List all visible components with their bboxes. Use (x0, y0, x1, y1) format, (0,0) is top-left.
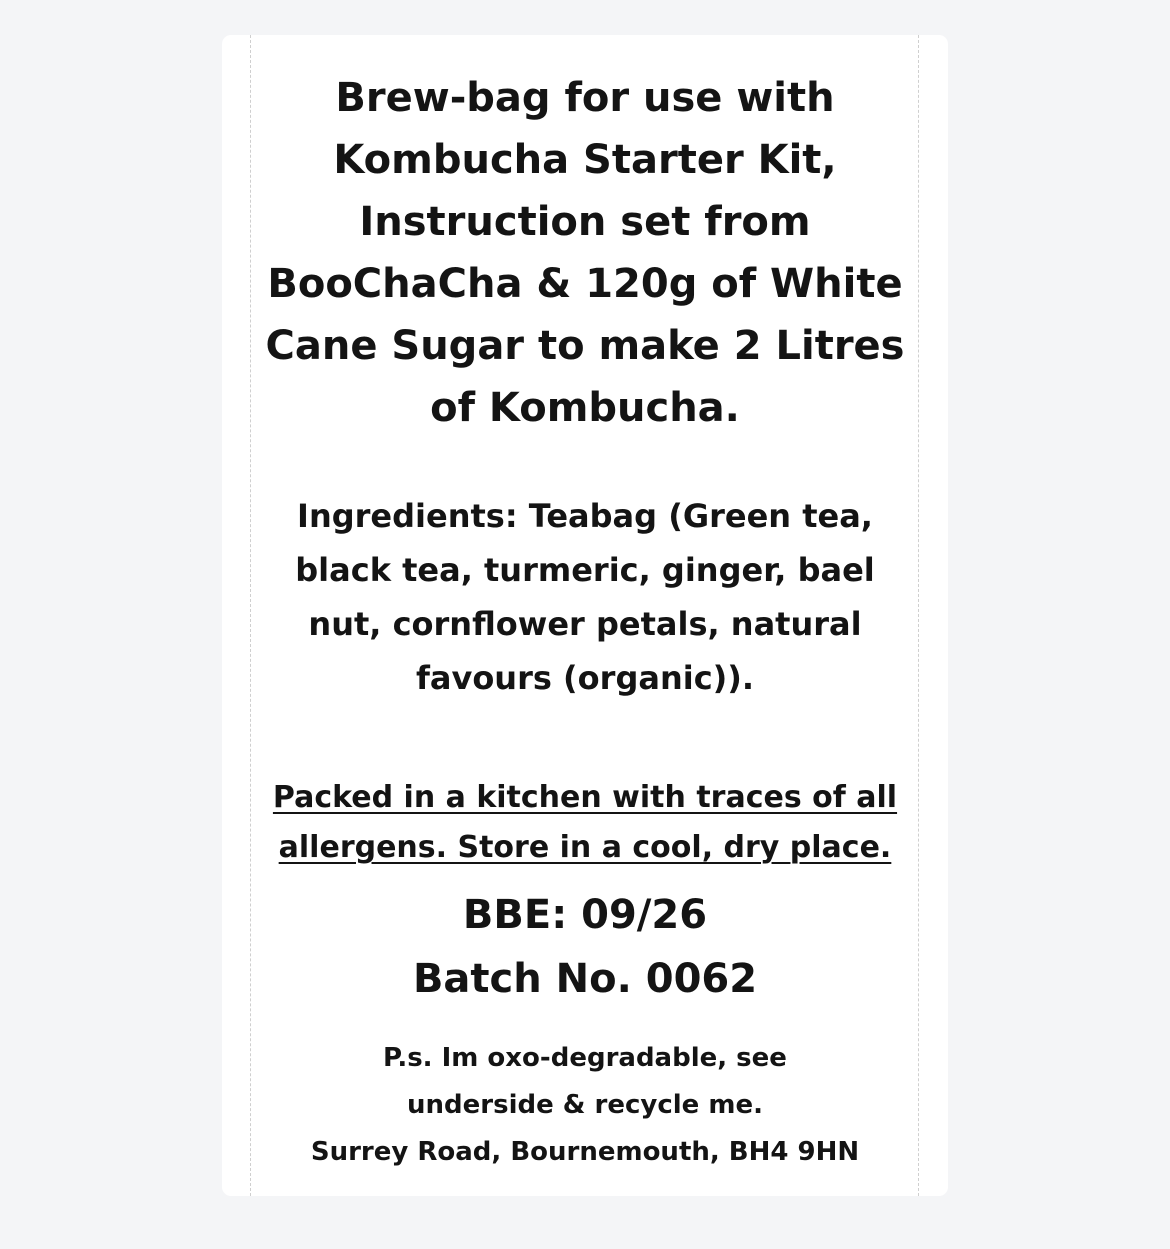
title-line: of Kombucha. (430, 385, 740, 431)
footer-line: underside & recycle me. (407, 1090, 763, 1120)
recycling-and-address (262, 1035, 908, 1176)
best-before-date: BBE: 09/26 (462, 892, 708, 938)
allergen-line: Packed in a kitchen with traces of all (272, 780, 898, 815)
batch-number: Batch No. 0062 (412, 956, 758, 1002)
title-line: Instruction set from (359, 199, 811, 245)
ingredients-line: favours (organic)). (415, 659, 755, 697)
left-dashed-cut-line (250, 35, 251, 1196)
address-line: Surrey Road, Bournemouth, BH4 9HN (310, 1137, 860, 1167)
ingredients-list (262, 489, 908, 705)
title-line: BooChaCha & 120g of White (267, 261, 903, 307)
ingredients-line: Ingredients: Teabag (Green tea, (297, 497, 873, 535)
product-label (222, 35, 948, 1196)
product-description (262, 67, 908, 439)
title-line: Kombucha Starter Kit, (333, 137, 837, 183)
allergen-storage-notice (262, 773, 908, 873)
ingredients-line: nut, cornflower petals, natural (308, 605, 862, 643)
allergen-line: allergens. Store in a cool, dry place. (278, 830, 892, 865)
right-dashed-cut-line (918, 35, 919, 1196)
title-line: Cane Sugar to make 2 Litres (265, 323, 905, 369)
footer-line: P.s. Im oxo-degradable, see (383, 1043, 787, 1073)
title-line: Brew-bag for use with (335, 75, 835, 121)
ingredients-line: black tea, turmeric, ginger, bael (295, 551, 875, 589)
